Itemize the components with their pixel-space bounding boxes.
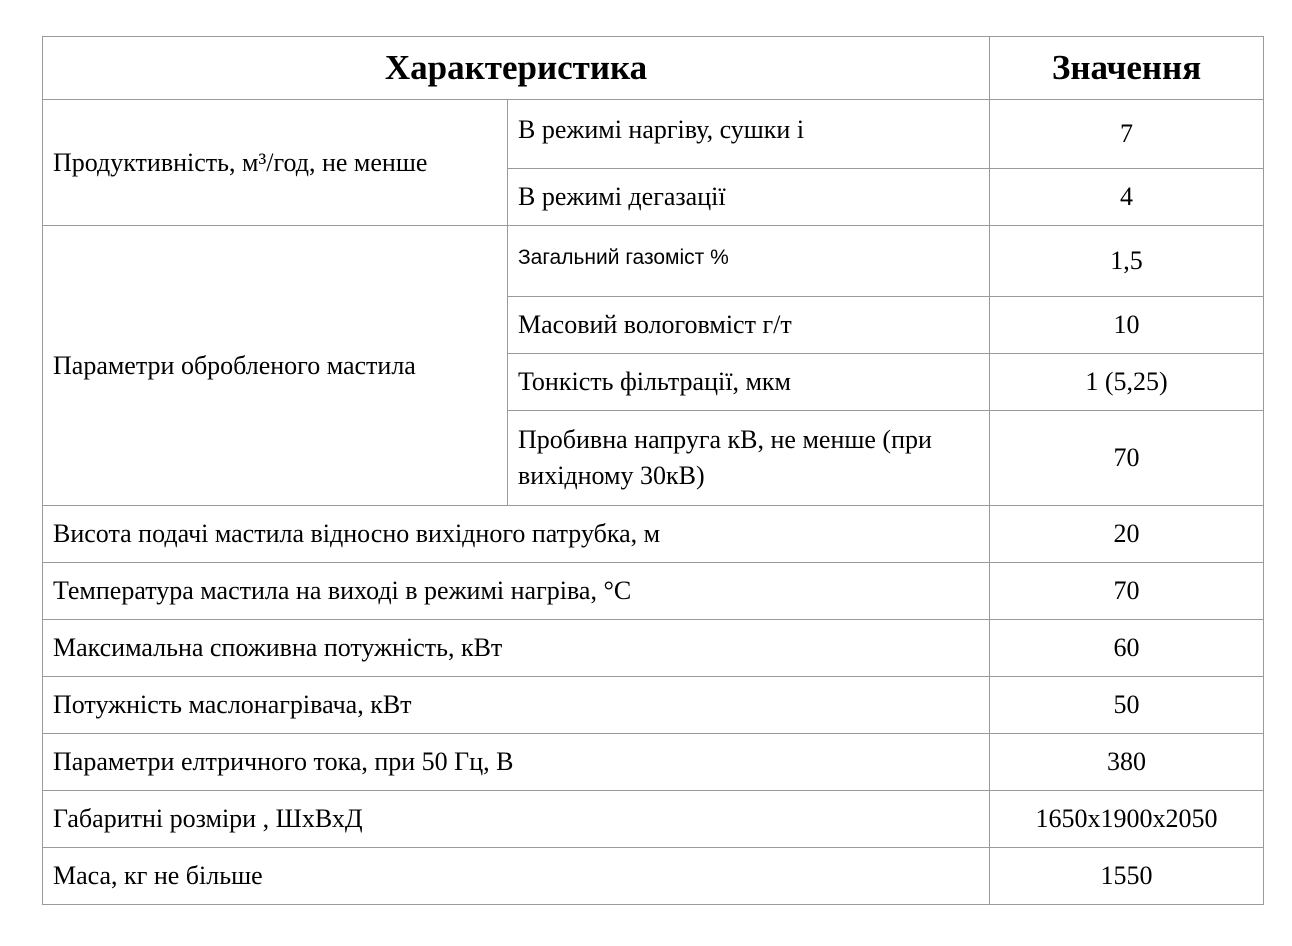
value-cell: 1650x1900x2050	[990, 791, 1264, 848]
group-label-productivity: Продуктивність, м³/год, не менше	[43, 100, 508, 226]
value-cell: 70	[990, 563, 1264, 620]
table-row	[43, 848, 1264, 905]
value-cell: 4	[990, 169, 1264, 226]
value-cell: 7	[990, 100, 1264, 169]
row-label: Габаритні розміри , ШхВхД	[43, 791, 990, 848]
row-label: Температура мастила на виході в режимі нагріва, °С	[43, 563, 990, 620]
sub-label: Тонкість фільтрації, мкм	[508, 354, 990, 411]
value-cell: 1,5	[990, 226, 1264, 297]
sub-label: В режимі наргіву, сушки і	[508, 100, 990, 169]
table-row	[43, 734, 1264, 791]
row-label: Параметри елтричного тока, при 50 Гц, В	[43, 734, 990, 791]
row-label: Маса, кг не більше	[43, 848, 990, 905]
value-cell: 1 (5,25)	[990, 354, 1264, 411]
table-row	[43, 620, 1264, 677]
header-characteristic: Характеристика	[43, 37, 990, 100]
header-row	[43, 37, 1264, 100]
value-cell: 70	[990, 411, 1264, 506]
sub-label: Пробивна напруга кВ, не менше (при вихідному 30кВ)	[508, 411, 990, 506]
value-cell: 380	[990, 734, 1264, 791]
group-label-oil-params: Параметри обробленого мастила	[43, 226, 508, 506]
header-value: Значення	[990, 37, 1264, 100]
row-label: Максимальна споживна потужність, кВт	[43, 620, 990, 677]
table-row	[43, 506, 1264, 563]
sub-label: Загальний газоміст %	[508, 226, 990, 297]
sub-label: Масовий вологовміст г/т	[508, 297, 990, 354]
value-cell: 60	[990, 620, 1264, 677]
row-label: Висота подачі мастила відносно вихідного патрубка, м	[43, 506, 990, 563]
table-row	[43, 563, 1264, 620]
value-cell: 20	[990, 506, 1264, 563]
table-row	[43, 226, 1264, 297]
value-cell: 50	[990, 677, 1264, 734]
table-row	[43, 791, 1264, 848]
table-row	[43, 677, 1264, 734]
value-cell: 10	[990, 297, 1264, 354]
table-row	[43, 100, 1264, 169]
specs-table	[42, 36, 1264, 905]
value-cell: 1550	[990, 848, 1264, 905]
row-label: Потужність маслонагрівача, кВт	[43, 677, 990, 734]
sub-label: В режимі дегазації	[508, 169, 990, 226]
